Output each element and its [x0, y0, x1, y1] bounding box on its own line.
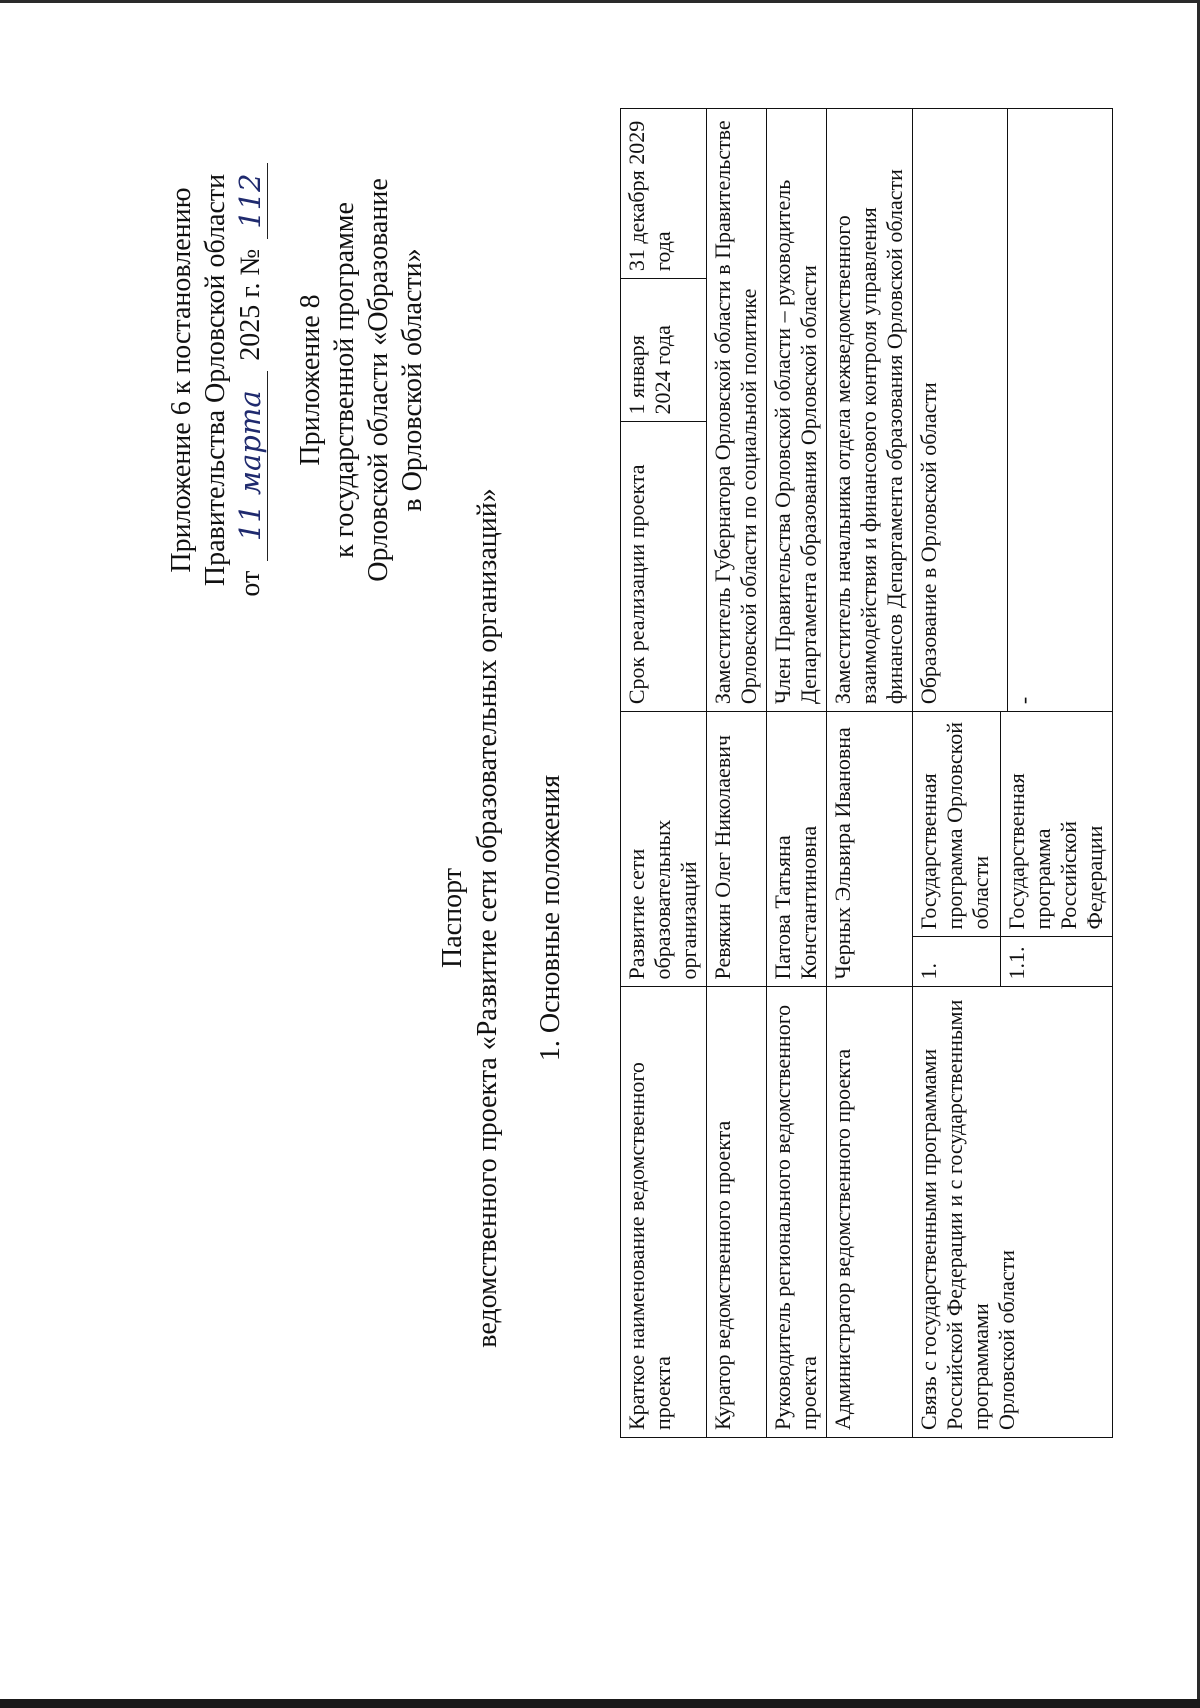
list-item: [913, 712, 1001, 986]
link-item-value: -: [1008, 109, 1042, 711]
links-label: [913, 987, 1113, 1438]
link-item-program: Государственная программа Орловской области: [916, 721, 993, 930]
appendix-sub-line-2: к государственной программе: [329, 202, 360, 558]
link-item-number: 1.1.: [1001, 937, 1113, 987]
links-programs-cell: [913, 712, 1113, 987]
administrator-position: Заместитель начальника отдела межведомственного взаимодействия и финансового контроля управления финансов Департамента образования Орловской области: [827, 109, 913, 712]
date-prefix: от: [235, 570, 266, 597]
section-heading: 1. Основные положения: [535, 774, 566, 1062]
table-row: [707, 109, 767, 1438]
links-programs-nested: [913, 712, 1112, 986]
short-name-value: Развитие сети образовательных организаций: [621, 712, 707, 987]
handwritten-number: 112: [233, 163, 268, 238]
curator-position: Заместитель Губернатора Орловской области в Правительстве Орловской области по социальной политике: [707, 109, 767, 712]
administrator-label: Администратор ведомственного проекта: [827, 987, 913, 1438]
document-title: [435, 288, 505, 1548]
link-item-program: Государственная программа Российской Федерации: [1001, 712, 1113, 937]
table-row: [913, 109, 1113, 1438]
short-name-label: Краткое наименование ведомственного проекта: [621, 987, 707, 1438]
link-item-value: Образование в Орловской области: [916, 382, 941, 705]
list-item: [1008, 109, 1042, 711]
title-subtitle: ведомственного проекта «Развитие сети образовательных организаций»: [472, 488, 503, 1348]
curator-name: Ревякин Олег Николаевич: [707, 712, 767, 987]
table-row: [621, 109, 707, 1438]
term-start: 1 января 2024 года: [621, 279, 707, 422]
link-item-number: 1.: [913, 937, 1001, 987]
leader-label: Руководитель регионального ведомственного проекта: [767, 987, 827, 1438]
passport-table: [620, 108, 1113, 1438]
handwritten-date: 11 марта: [233, 371, 268, 561]
title-main: Паспорт: [437, 868, 468, 968]
list-item: [913, 109, 1008, 711]
appendix-line-1: Приложение 6 к постановлению: [166, 187, 197, 573]
term-end: 31 декабря 2029 года: [621, 109, 707, 279]
links-values-cell: [913, 109, 1113, 712]
year-number-label: 2025 г. №: [235, 248, 266, 361]
appendix-date-row: [233, 70, 268, 690]
links-label-part-2: Орловской области: [994, 1250, 1019, 1430]
curator-label: Куратор ведомственного проекта: [707, 987, 767, 1438]
links-label-part-1: Связь с государственными программами Российской Федерации и с государственными программами: [916, 999, 993, 1430]
table-row: [827, 109, 913, 1438]
appendix-line-2: Правительства Орловской области: [200, 173, 231, 587]
links-values-nested: [913, 109, 1041, 711]
list-item: [1001, 712, 1113, 986]
leader-position: Член Правительства Орловской области – руководитель Департамента образования Орловской области: [767, 109, 827, 712]
table-row: [767, 109, 827, 1438]
appendix-sub-line-4: в Орловской области»: [397, 248, 428, 512]
term-label: Срок реализации проекта: [621, 422, 707, 712]
leader-name: Патова Татьяна Константиновна: [767, 712, 827, 987]
appendix-sub-line-3: Орловской области «Образование: [363, 178, 394, 582]
appendix-block: [165, 70, 430, 690]
appendix-sub-line-1: Приложение 8: [295, 294, 326, 466]
administrator-name: Черных Эльвира Ивановна: [827, 712, 913, 987]
